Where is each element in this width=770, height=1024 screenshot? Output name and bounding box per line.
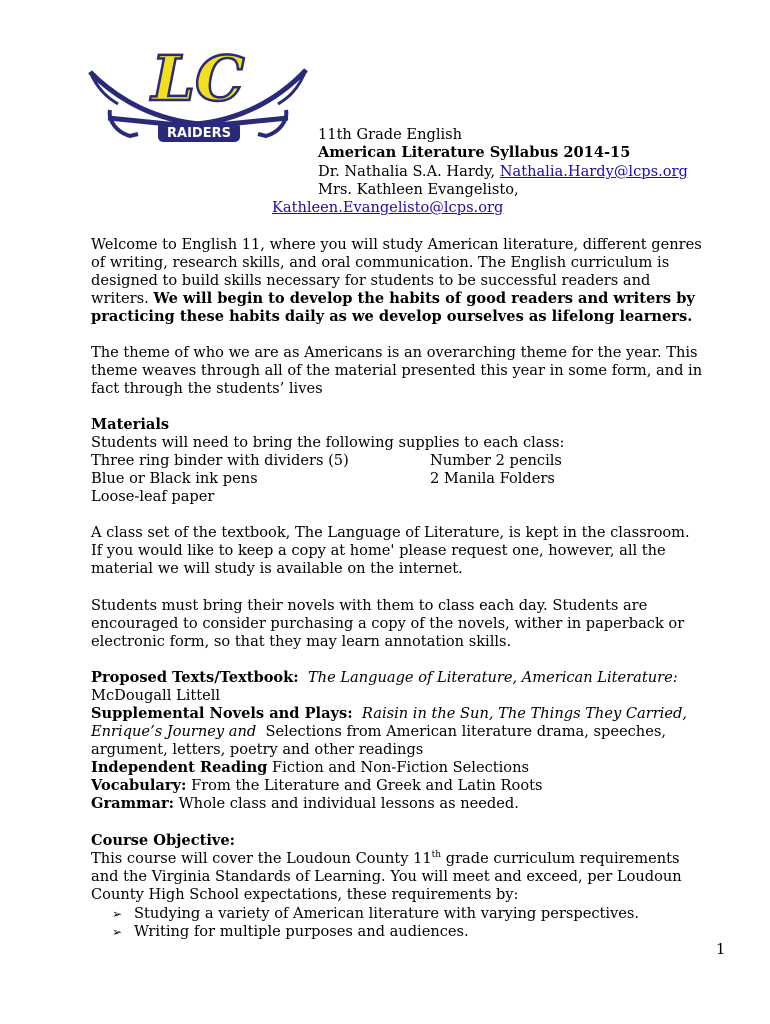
supplemental-line-3: argument, letters, poetry and other readings: [91, 741, 424, 758]
proposed-texts: [91, 669, 678, 687]
supplemental-titles: Raisin in the Sun, The Things They Carried,: [361, 705, 687, 722]
objective-bullet-2: [112, 923, 469, 941]
course-name: 11th Grade English: [318, 126, 463, 143]
logo-banner-text: RAIDERS: [167, 126, 231, 141]
objective-bullet-1-text: Studying a variety of American literature with varying perspectives.: [134, 905, 640, 922]
materials-left-1: Three ring binder with dividers (5): [91, 452, 349, 469]
grammar: [91, 795, 519, 813]
supplemental-titles-2: Enrique’s Journey and: [91, 723, 257, 740]
supplemental-label: Supplemental Novels and Plays:: [91, 705, 353, 722]
supplemental-line-2: [91, 723, 666, 741]
welcome-line-4: [91, 290, 695, 308]
textbook-line-2: If you would like to keep a copy at home' please request one, however, all the: [91, 542, 666, 559]
objective-heading: Course Objective:: [91, 832, 236, 849]
novels-line-3: electronic form, so that they may learn annotation skills.: [91, 633, 512, 650]
welcome-line-4-plain: writers.: [91, 290, 154, 307]
grammar-label: Grammar:: [91, 795, 175, 812]
objective-bullet-1: [112, 905, 639, 923]
lc-raiders-logo: [88, 40, 308, 150]
textbook-line-3: material we will study is available on the internet.: [91, 560, 463, 577]
materials-left-3: Loose-leaf paper: [91, 488, 215, 505]
novels-line-2: encouraged to consider purchasing a copy of the novels, wither in paperback or: [91, 615, 685, 632]
welcome-line-1: Welcome to English 11, where you will study American literature, different genres: [91, 236, 702, 253]
proposed-texts-publisher: McDougall Littell: [91, 687, 221, 704]
arrow-bullet-icon: ➢: [112, 925, 123, 939]
materials-right-1: Number 2 pencils: [430, 452, 562, 469]
materials-left-2: Blue or Black ink pens: [91, 470, 258, 487]
teacher-1-name: Dr. Nathalia S.A. Hardy,: [318, 163, 500, 180]
welcome-line-2: of writing, research skills, and oral communication. The English curriculum is: [91, 254, 670, 271]
supplemental: [91, 705, 687, 723]
teacher-1: [318, 163, 688, 181]
objective-line-1b: grade curriculum requirements: [441, 850, 680, 867]
materials-right-2: 2 Manila Folders: [430, 470, 555, 487]
theme-line-1: The theme of who we are as Americans is an overarching theme for the year. This: [91, 344, 698, 361]
objective-line-2: and the Virginia Standards of Learning. You will meet and exceed, per Loudoun: [91, 868, 682, 885]
objective-bullet-2-text: Writing for multiple purposes and audiences.: [134, 923, 469, 940]
teacher-2-email-link[interactable]: Kathleen.Evangelisto@lcps.org: [272, 199, 504, 216]
theme-line-2: theme weaves through all of the material presented this year in some form, and in: [91, 362, 703, 379]
supplemental-rest: Selections from American literature drama, speeches,: [265, 723, 666, 740]
logo-letters: LC: [151, 42, 245, 115]
objective-line-3: County High School expectations, these requirements by:: [91, 886, 519, 903]
objective-line-1: [91, 850, 680, 868]
proposed-texts-label: Proposed Texts/Textbook:: [91, 669, 299, 686]
novels-line-1: Students must bring their novels with them to class each day. Students are: [91, 597, 648, 614]
textbook-line-1: A class set of the textbook, The Language of Literature, is kept in the classroom.: [91, 524, 690, 541]
welcome-line-3: designed to build skills necessary for students to be successful readers and: [91, 272, 651, 289]
vocabulary-text: From the Literature and Greek and Latin Roots: [186, 777, 543, 794]
materials-heading: Materials: [91, 416, 170, 433]
teacher-2: Mrs. Kathleen Evangelisto,: [318, 181, 519, 198]
objective-line-1-sup: th: [431, 850, 442, 861]
arrow-bullet-icon: ➢: [112, 907, 123, 921]
theme-line-3: fact through the students’ lives: [91, 380, 323, 397]
materials-intro: Students will need to bring the following supplies to each class:: [91, 434, 565, 451]
page-number: 1: [716, 941, 726, 958]
independent-reading: [91, 759, 529, 777]
independent-reading-label: Independent Reading: [91, 759, 268, 776]
teacher-1-email-link[interactable]: Nathalia.Hardy@lcps.org: [499, 163, 688, 180]
proposed-texts-title: The Language of Literature, American Literature:: [307, 669, 678, 686]
welcome-line-5: practicing these habits daily as we develop ourselves as lifelong learners.: [91, 308, 693, 325]
independent-reading-text: Fiction and Non-Fiction Selections: [267, 759, 529, 776]
grammar-text: Whole class and individual lessons as needed.: [174, 795, 519, 812]
syllabus-title: American Literature Syllabus 2014-15: [318, 144, 631, 161]
objective-line-1a: This course will cover the Loudoun County 11: [91, 850, 432, 867]
vocabulary: [91, 777, 542, 795]
vocabulary-label: Vocabulary:: [91, 777, 187, 794]
welcome-line-4-bold: We will begin to develop the habits of good readers and writers by: [153, 290, 695, 307]
